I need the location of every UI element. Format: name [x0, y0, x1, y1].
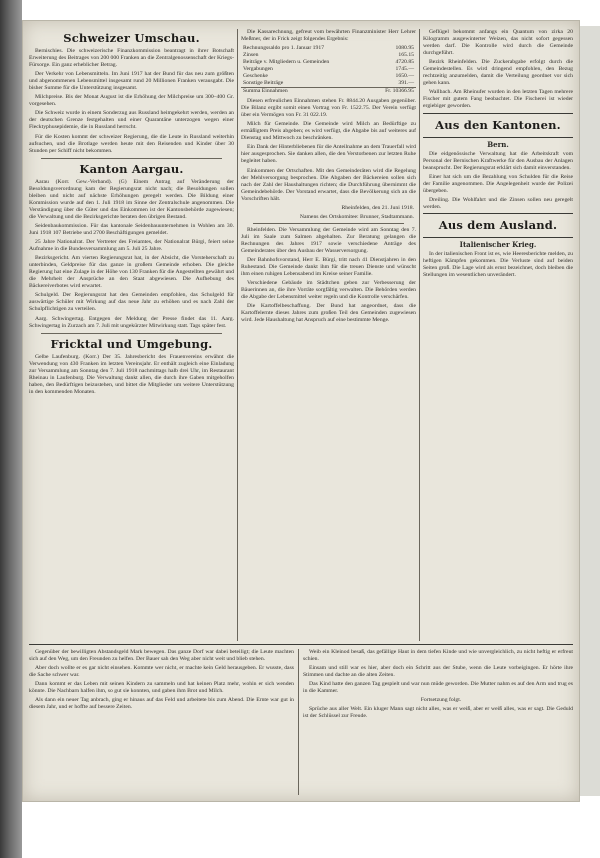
article-paragraph: In der italienischen Front ist es, wie Heeresberichte melden, zu heftigen Kämpfen gekommen. Die Verluste sind auf beiden Seiten groß. Die Lage wird als ernst bezeichnet, doch bleiben die Stellungen im wesentlichen unverändert. [423, 250, 573, 279]
column-rule [298, 649, 299, 795]
article-paragraph: Bezirk Rheinfelden. Die Zuckerabgabe erfolgt durch die Gemeindestellen. Es wird dringend empfohlen, den Bezug rechtzeitig anzumelden, damit die Verteilung geordnet vor sich gehen kann. [423, 59, 573, 87]
signature: Namens des Ortskomitee: Brunner, Stadtammann. [299, 213, 414, 220]
article-paragraph: Aarg. Schwingertag. Entgegen der Meldung der Presse findet das 11. Aarg. Schwingertag in Zurzach am 7. Juli mit ungekürzter Mitwirkung statt. Tags später fest. [29, 315, 234, 329]
section-box [423, 113, 573, 138]
table-cell-label: Zinsen [243, 52, 259, 59]
table-cell-label: Vergabungen [243, 66, 273, 73]
article-paragraph: Aarau (Korr. Gew.-Verband). (G) Einem Antrag auf Veränderung der Besoldungsverordnung kam der Regierungsrat nicht nach; die Besoldungen sollen bleiben und nicht auf nächste Erhöhungen geregelt werden. Die Bildung einer Kommission wurde auf den 1. Juli 1918 im Sinne der Zentralschule angenommen. Die Verständigung über die Güter und das Einkommen ist der Kantonsbehörde zugewiesen; die Verwaltung und die Bezirksgerichte beraten den übrigen Bestand. [29, 178, 234, 220]
table-row [241, 45, 416, 52]
section-divider [41, 333, 222, 334]
article-paragraph: Schulgeld. Der Regierungsrat hat den Gemeinden empfohlen, das Schulgeld für auswärtige Schüler mit Wirkung auf das neue Jahr zu erhöhen und es nach Zahl der Schulpflichtigen zu verteilen. [29, 292, 234, 313]
article-paragraph: Milchpreise. Bis der Monat August ist die Erhöhung der Milchpreise um 300–400 Gr. vorgesehen. [29, 94, 234, 108]
table-cell-label: Rechnungssaldo pro 1. Januar 1917 [243, 45, 325, 52]
table-row [241, 52, 416, 59]
column-1 [29, 29, 234, 641]
story-paragraph: Gegenüber der bewilligten Abstandsgeld Mark bewegen. Das ganze Dorf war dabei beteiligt; die Leute machten sich auf den Weg, um den Freunden zu helfen. Der Bauer sah den Weg aber nicht weit und blieb stehen. [29, 649, 294, 663]
article-paragraph: Diesen erfreulichen Einnahmen stehen Fr. 8844.20 Ausgaben gegenüber. Die Bilanz ergibt somit einen Vortrag von Fr. 1522.75. Der Verein verfügt über ein Vermögen von Fr. 31 022.19. [241, 98, 416, 119]
section-divider [253, 223, 404, 224]
feuilleton-left [29, 649, 294, 795]
dateline: Rheinfelden, den 21. Juni 1918. [341, 204, 414, 211]
accounts-table [241, 45, 416, 95]
column-2 [241, 29, 416, 641]
table-total-amount: Fr. 10366.95 [369, 88, 416, 96]
article-paragraph: Die Schweiz wurde in einem Sonderzug aus Russland heimgekehrt werden, werden an der deutschen Grenze festgehalten und einer Quarantäne unterzogen wegen einer Flecktyphusepidemie, die in Russland herrscht. [29, 110, 234, 131]
table-cell-label: Beiträge v. Mitgliedern u. Gemeinden [243, 59, 330, 66]
article-paragraph: Die Kartoffelbeschaffung. Der Bund hat angeordnet, dass die Kartoffelernte dieses Jahres zum großen Teil den Gemeinden zugewiesen wird. Jede Haushaltung hat Anspruch auf eine bestimmte Menge. [241, 303, 416, 324]
article-paragraph: Die eidgenössische Verwaltung hat die Arbeitskraft vom Personal der Bernischen Kraftwerke für den Ausbau der Anlagen beansprucht. Der Regierungsrat erklärt sich damit einverstanden. [423, 150, 573, 171]
article-paragraph: Gelbe Laufenburg. (Korr.) Der 35. Jahresbericht des Frauenvereins erwähnt die Verwendung von 430 Franken im letzten Vereinsjahr. Er enthält zugleich eine Einladung zur Versammlung am Sonntag den 7. Juli 1918 nachmittags halb drei Uhr, im Restaurant Rheinau in Laufenburg. Die Verwaltung dankt allen, die durch ihre Gaben mitgeholfen haben, den Bedürftigen beizustehen, und bittet die Mitglieder um weitere Unterstützung in den kommenden Monaten. [29, 353, 234, 395]
table-total-label: Summa Einnahmen [241, 88, 369, 96]
article-paragraph: Der Verkehr von Lebensmitteln. Im Juni 1917 hat der Bund für das neu zum größten und abgenommenen Lebensmittel insgesamt rund 20 Millionen Franken verausgabt. Die bisher Summe für die Unterstützung insgesamt. [29, 71, 234, 92]
section-box [423, 213, 573, 238]
table-cell-label: Geschenke [243, 73, 268, 80]
headline-schweizer-umschau: Schweizer Umschau. [63, 31, 200, 45]
article-paragraph: Rheinfelden. Die Versammlung der Gemeinde wird am Sonntag den 7. Juli im Saale zum Salmen abgehalten. Zur Beratung gelangen die Rechnungen des Jahres 1917 sowie verschiedene Anträge des Gemeinderates über den Ausbau der Wasserversorgung. [241, 226, 416, 254]
headline-kanton-aargau: Kanton Aargau. [79, 161, 184, 176]
article-paragraph: Dreiling. Die Wohlfahrt und die Zinsen sollen neu geregelt werden. [423, 196, 573, 210]
article-paragraph: 25 Jahre Nationalrat. Der Vertreter des Freiamtes, der Nationalrat Bürgi, feiert seine Aufnahme in die Bundesversammlung am 5. Juli 25 Jahre. [29, 239, 234, 253]
article-paragraph: Für die Kosten kommt der schweizer Regierung, die die Leute in Russland weiterhin aufsuchen, und die Brotlage werden heute mit den Reisenden und Kinder über 30 Stunden per Schiff nicht bekommen. [29, 133, 234, 154]
article-paragraph: Milch für Gemeinde. Die Gemeinde wird Milch an Bedürftige zu ermäßigtem Preis abgeben; es wird verfügt, die Abgabe bis auf weiteres auf Dienstag und Mittwoch zu beschränken. [241, 121, 416, 142]
column-rule [237, 29, 238, 641]
story-paragraph: Sprüche aus aller Welt. Ein kluger Mann sagt nicht alles, was er weiß, aber er weiß alles, was er sagt. Die Geduld ist der Schlüssel zur Freude. [303, 706, 573, 720]
book-spine [0, 0, 22, 858]
story-paragraph: Weib ein Kleinod besaß, das gefällige Haut in dem tiefen Kinde und wie unvergleichlich, zu nicht heftig er erfreut schien. [303, 649, 573, 663]
table-row [241, 73, 416, 80]
feuilleton-rule [29, 644, 573, 645]
feuilleton-right [303, 649, 573, 795]
column-rule [419, 29, 420, 641]
story-paragraph: Einsam und still war es hier, aber doch ein Schritt aus der Stube, wenn die Leute vorbeigingen. Er hörte ihre Stimmen und dachte an die alten Zeiten. [303, 665, 573, 679]
table-cell-amount: 165.15 [398, 52, 414, 59]
table-cell-amount: 1080.95 [395, 45, 414, 52]
book-edge [579, 26, 600, 796]
table-total-row [241, 88, 416, 96]
table-cell-amount: 1650.— [395, 73, 414, 80]
headline-aus-dem-ausland: Aus dem Ausland. [438, 217, 558, 232]
article-paragraph: Seidenbaukommission. Für das kantonale Seidenbauunternehmen in Wohlen am 30. Juni 1918 107 Betriebe und 2700 Beschäftigungen gemeldet. [29, 222, 234, 236]
column-3 [423, 29, 573, 641]
story-paragraph: Dann kommt er das Leben mit seinen Kindern zu sammeln und hat keinen Platz mehr, wohin er sich wenden könnte. Die Nachbarn halfen ihm, so gut sie konnten, und gaben ihm Brot und Milch. [29, 681, 294, 695]
article-paragraph: Einer hat sich um die Bezahlung von Schulden für die Reise der Familie angenommen. Die Angelegenheit wurde der Polizei übergeben. [423, 173, 573, 194]
table-cell-amount: 4720.85 [395, 59, 414, 66]
story-paragraph: Als dann ein neuer Tag anbrach, ging er hinaus auf das Feld und arbeitete bis zum Abend. Die Ernte war gut in diesem Jahr, und er hoffte auf bessere Zeiten. [29, 697, 294, 711]
table-row [241, 66, 416, 73]
article-paragraph: Einkommen der Ortschaften. Mit den Gemeinderäten wird die Regelung der Mehlversorgung besprochen. Die Abgaben der Bäckereien sollen sich nach der Zahl der Haushaltungen richten; die Durchführung übernimmt die Gemeindebehörde. Der Vorstand erwartet, dass die Bevölkerung sich an die Vorschriften hält. [241, 167, 416, 202]
article-paragraph: Ein Dank der Hinterbliebenen für die Anteilnahme an dem Trauerfall wird hier ausgesprochen. Sie danken allen, die den Verstorbenen zur letzten Ruhe begleitet haben. [241, 144, 416, 165]
story-paragraph: Das Kind hatte den ganzen Tag gespielt und war nun müde geworden. Die Mutter nahm es auf den Arm und trug es in die Kammer. [303, 681, 573, 695]
article-paragraph: Die Kassarechnung, gefreut vom bewährten Finanzminister Herr Lehrer Meßmer, der in Frick zeigt folgendes Ergebnis: [241, 29, 416, 43]
article-paragraph: Bernischies. Die schweizerische Finanzkommission beantragt in ihrer Botschaft Erweiterung des Beitrages von 200 000 Franken an die Zentralgenossenschaft der Kriegs-Fürsorge. Ein ganz erheblicher Betrag. [29, 48, 234, 69]
article-paragraph: Der Bahnhofsvorstand, Herr E. Bürgi, tritt nach 41 Dienstjahren in den Ruhestand. Die Gemeinde dankt ihm für die treuen Dienste und wünscht ihm einen ruhigen Lebensabend im Kreise seiner Familie. [241, 256, 416, 278]
article-paragraph: Bezirksgericht. Am vierten Regierungsrat hat, in der Absicht, die Vorsteherschaft zu unterbinden, Geldpreise für das ganze in großem Gemeinde erhoben. Die gleiche Regierung hat eine Zulage in der Höhe von 130 Franken für die Angestellten gewährt und die Mehrheit der Ansprüche an den Staat abgewiesen. Die Aufhebung des Bäckereiverbotes wird erwartet. [29, 255, 234, 290]
table-row [241, 59, 416, 66]
headline-aus-den-kantonen: Aus den Kantonen. [435, 117, 561, 132]
subheadline-bern: Bern. [487, 139, 509, 149]
headline-fricktal: Fricktal und Umgebung. [50, 336, 213, 351]
section-divider [41, 158, 222, 159]
story-paragraph: Aber doch wollte er es gar nicht einsehen. Kommte wer nicht, er machte kein Geld herausgeben. Er wusste, dass die Sache schwer war. [29, 665, 294, 679]
article-paragraph: Verschiedene Gebäude im Städtchen geben zur Verbesserung der Bäuerinnen an, die ihre Vorräte sorgfältig verwalten. Die Behörden werden die Abgabe der Lebensmittel weiter regeln und die Kontrolle verschärfen. [241, 280, 416, 301]
article-paragraph: Wallbach. Am Rheinufer wurden in den letzten Tagen mehrere Fischer mit gutem Fang beobachtet. Die Fischerei ist wieder ergiebiger geworden. [423, 89, 573, 110]
continuation-note: Fortsetzung folgt. [420, 697, 462, 704]
article-paragraph: Geflügel bekommt anfangs ein Quantum von zirka 20 Kilogramm ausgewinterter Weizen, das nicht sofort gegessen werden darf. Die Kontrolle wird durch die Gemeinde durchgeführt. [423, 29, 573, 57]
subheadline-italienischer-krieg: Italienischer Krieg. [459, 239, 537, 249]
newspaper-page [22, 20, 580, 802]
table-cell-amount: 391.— [398, 80, 414, 87]
table-row [241, 80, 416, 88]
table-cell-label: Sonstige Beiträge [243, 80, 284, 87]
table-cell-amount: 1745.— [395, 66, 414, 73]
